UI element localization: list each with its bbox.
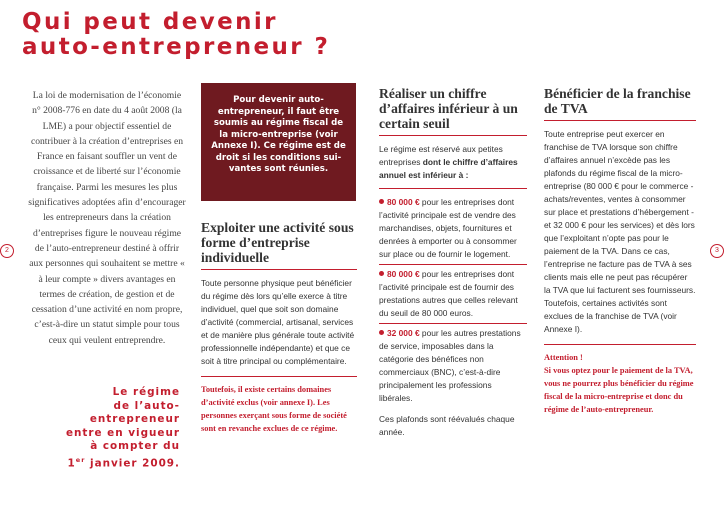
turnover-outro: Ces plafonds sont réévalués chaque année. (379, 414, 515, 437)
divider (379, 188, 527, 189)
activity-paragraph: Toute personne physique peut bénéficier du régime dès lors qu’elle exerce à titre individuel, quel que soit son domaine d’activité (commercial, artisanal, services et de manière plus générale toute activité professionnelle indépendante) et que ce soit à titre principal ou complémentaire. (201, 278, 355, 366)
page-number-right: 3 (710, 244, 724, 258)
column-vat (544, 86, 696, 416)
quote-line-4: à compter du (90, 440, 180, 452)
turnover-bullet-1 (379, 196, 527, 261)
divider (544, 344, 696, 345)
bullet-dot-icon (379, 199, 384, 204)
heading-turnover: Réaliser un chiffre d’affaires inférieur à un certain seuil (379, 86, 527, 136)
quote-line-5 (30, 454, 180, 471)
threshold-text: pour les autres prestations de service, imposables dans la catégorie des bénéfices non commerciaux (BNC), c’est-à-dire principalement les professions libérales. (379, 328, 521, 403)
callout-box: Pour devenir auto-entrepreneur, il faut être soumis au régime fiscal de la micro-entreprise (voir Annexe I). Ce régime est de droit si les conditions sui-vantes sont réunies. (201, 83, 356, 201)
quote-day: 1 (67, 456, 76, 469)
bullet-dot-icon (379, 330, 384, 335)
turnover-intro-text: Le régime est réservé aux petites entreprises (379, 144, 503, 167)
divider (379, 264, 527, 265)
divider (201, 376, 357, 377)
turnover-intro-bold: dont le chiffre d’affaires annuel est inférieur à : (379, 157, 518, 180)
heading-activity: Exploiter une activité sous forme d’entreprise individuelle (201, 220, 357, 270)
turnover-intro (379, 143, 527, 182)
title-line-1: Qui peut devenir (22, 9, 278, 35)
threshold-amount: 32 000 € (387, 328, 420, 338)
quote-line-1: Le régime (112, 386, 180, 398)
title-line-2: auto-entrepreneur ? (22, 34, 331, 60)
quote-line-2: de l’auto-entrepreneur (89, 399, 180, 425)
heading-vat: Bénéficier de la franchise de TVA (544, 86, 696, 121)
quote-line-3: entre en vigueur (65, 426, 180, 439)
intro-paragraph: La loi de modernisation de l’économie n° 2008-776 en date du 4 août 2008 (la LME) a pour objectif essentiel de contribuer à la création d’entreprises en France en faisant souffler un vent de croissance et de liberté sur l’économie française. Parmi les mesures les plus significatives adoptées afin d’encourager les entrepreneurs dans la création d’entreprises figure le nouveau régime de l’auto-entrepreneur destiné à offrir aux personnes qui souhaitent se mettre « à leur compte » divers avantages en termes de création, de gestion et de cessation d’une activité en nom propre, c’est-à-dire un statut simple pour tous ceux qui veulent entreprendre. (28, 90, 186, 346)
attention-label: Attention ! (544, 353, 583, 362)
vat-paragraph: Toute entreprise peut exercer en franchise de TVA lorsque son chiffre d’affaires annuel n’excède pas les plafonds du régime fiscal de la micro-entreprise (80 000 € pour le commerce - achats/reventes, ventes à consommer sur place et prestations d’hébergement - et 32 000 € pour les services) et dès lors que l’exploitant n’opte pas pour le paiement de la TVA. Dans ce cas, l’entreprise ne facture pas de TVA à ses clients mais elle ne peut pas récupérer la TVA que lui facturent ses fournisseurs. Toutefois, certaines activités sont exclues de la franchise de TVA (voir Annexe I). (544, 129, 696, 334)
threshold-text: pour les entreprises dont l’activité principale est de fournir des prestations autres que celles relevant du seuil de 80 000 euros. (379, 269, 518, 318)
column-turnover (379, 86, 527, 439)
quote-date: janvier 2009. (85, 456, 180, 469)
page-title (22, 10, 330, 60)
page-number-left: 2 (0, 244, 14, 258)
column-activity (201, 220, 357, 435)
bullet-dot-icon (379, 271, 384, 276)
threshold-amount: 80 000 € (387, 269, 420, 279)
threshold-amount: 80 000 € (387, 197, 420, 207)
quote-ordinal: er (75, 455, 86, 464)
threshold-text: pour les entreprises dont l’activité principale est de vendre des marchandises, objets, fournitures et denrées à emporter ou à consommer sur place ou de fournir le logement. (379, 197, 517, 259)
divider (379, 323, 527, 324)
turnover-bullet-2 (379, 268, 527, 320)
pull-quote (30, 386, 180, 470)
activity-note: Toutefois, il existe certains domaines d’activité exclus (voir annexe I). Les personnes exerçant sous forme de société sont en revanche exclues de ce régime. (201, 385, 347, 433)
attention-text: Si vous optez pour le paiement de la TVA, vous ne pourrez plus bénéficier du régime fiscal de la micro-entreprise et donc du régime de l’auto-entrepreneur. (544, 366, 694, 414)
turnover-bullet-3 (379, 327, 527, 405)
